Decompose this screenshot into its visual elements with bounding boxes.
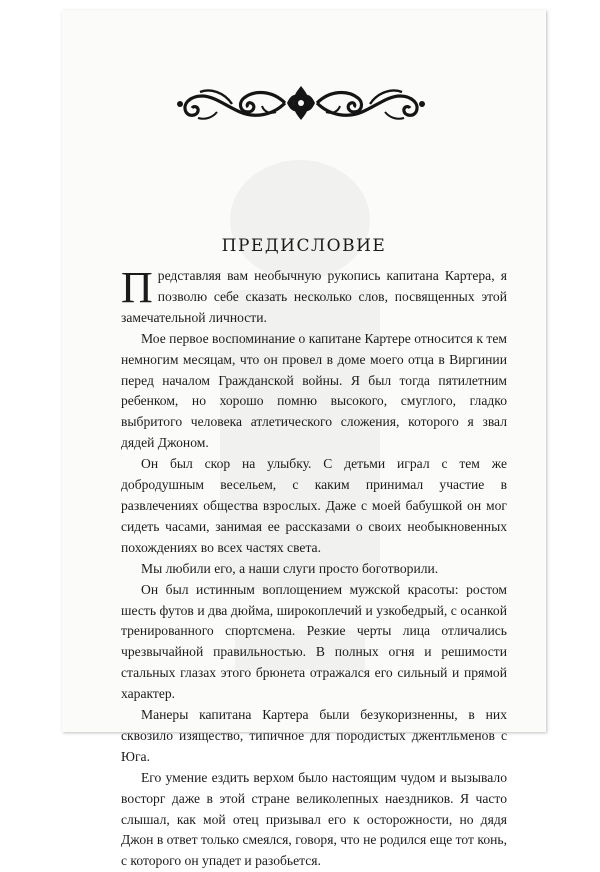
chapter-body xyxy=(121,263,507,872)
paragraph-2: Мое первое воспоминание о капитане Картере относится к тем немногим месяцам, что он провел в доме моего отца в Виргинии перед началом Гражданской войны. Я был тогда пятилетним ребенком, но хорошо помню высокого, смуглого, гладко выбритого человека атлетического сложения, которого я звал дядей Джоном. xyxy=(121,330,507,451)
chapter-title: ПРЕДИСЛОВИЕ xyxy=(221,236,387,256)
paragraph-1-text: редставляя вам необычную рукопись капитана Картера, я позволю себе сказать несколько слов, посвященных этой замечательной личности. xyxy=(121,268,507,325)
paragraph-1 xyxy=(121,263,507,329)
decorative-flourish-icon xyxy=(172,82,430,124)
paragraph-5: Он был истинным воплощением мужской красоты: ростом шесть футов и два дюйма, широкоплечий и узкобедрый, с осанкой тренированного спортсмена. Резкие черты лица отличались чрезвычайной правильностью. В полных огня и решимости стальных глазах этого брюнета отражался его сильный и прямой характер. xyxy=(121,581,507,702)
paragraph-4: Мы любили его, а наши слуги просто боготворили. xyxy=(141,560,439,576)
paragraph-6: Манеры капитана Картера были безукоризненны, в них сквозило изящество, типичное для породистых джентльменов с Юга. xyxy=(121,707,507,764)
paragraph-3: Он был скор на улыбку. С детьми играл с тем же добродушным весельем, с каким принимал участие в развлечениях общества взрослых. Даже с моей бабушкой он мог сидеть часами, занимая ее рассказами о своих необыкновенных похождениях во всех частях света. xyxy=(121,456,507,555)
drop-cap-letter: П xyxy=(121,263,153,312)
paragraph-7: Его умение ездить верхом было настоящим чудом и вызывало восторг даже в этой стране великолепных наездников. Я часто слышал, как мой отец призывал его к осторожности, но дядя Джон в ответ только смеялся, говоря, что не родился еще тот конь, с которого он упадет и разобьется. xyxy=(121,769,507,869)
